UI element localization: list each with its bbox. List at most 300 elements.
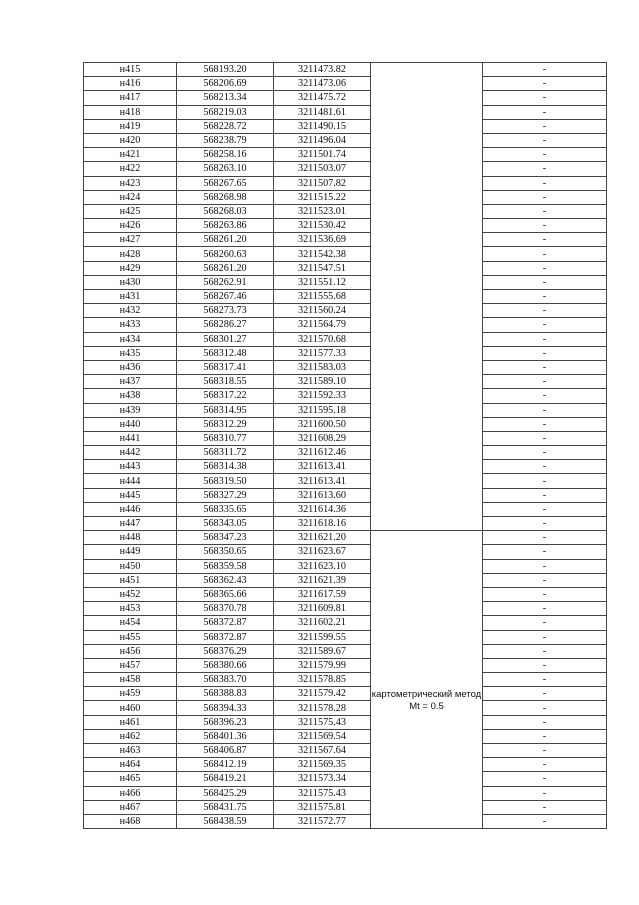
method-cell xyxy=(371,559,483,573)
coordinate-x: 568317.41 xyxy=(177,360,274,374)
table-row xyxy=(84,729,607,743)
table-row xyxy=(84,602,607,616)
table-row xyxy=(84,573,607,587)
coordinate-y: 3211578.28 xyxy=(274,701,371,715)
coordinate-x: 568314.95 xyxy=(177,403,274,417)
method-label: картометрический метод Mt = 0.5 xyxy=(371,688,482,712)
method-cell xyxy=(371,275,483,289)
table-row xyxy=(84,616,607,630)
method-cell xyxy=(371,63,483,77)
point-name: н447 xyxy=(84,517,177,531)
method-cell xyxy=(371,488,483,502)
table-row xyxy=(84,644,607,658)
method-cell xyxy=(371,573,483,587)
table-row xyxy=(84,176,607,190)
coordinate-y: 3211609.81 xyxy=(274,602,371,616)
point-name: н439 xyxy=(84,403,177,417)
table-row xyxy=(84,119,607,133)
method-cell xyxy=(371,360,483,374)
method-cell xyxy=(371,758,483,772)
method-cell xyxy=(371,602,483,616)
coordinate-y: 3211621.39 xyxy=(274,573,371,587)
point-name: н457 xyxy=(84,658,177,672)
coordinates-table-body xyxy=(84,63,607,829)
point-name: н452 xyxy=(84,587,177,601)
coordinate-x: 568372.87 xyxy=(177,630,274,644)
method-cell xyxy=(371,290,483,304)
coordinate-x: 568359.58 xyxy=(177,559,274,573)
coordinate-x: 568311.72 xyxy=(177,446,274,460)
point-name: н465 xyxy=(84,772,177,786)
method-cell xyxy=(371,190,483,204)
dash-cell: - xyxy=(483,474,607,488)
point-name: н431 xyxy=(84,290,177,304)
point-name: н464 xyxy=(84,758,177,772)
table-row xyxy=(84,290,607,304)
table-row xyxy=(84,715,607,729)
coordinate-y: 3211623.10 xyxy=(274,559,371,573)
method-cell xyxy=(371,502,483,516)
coordinate-y: 3211579.42 xyxy=(274,687,371,701)
coordinate-x: 568350.65 xyxy=(177,545,274,559)
coordinate-y: 3211608.29 xyxy=(274,431,371,445)
method-cell xyxy=(371,772,483,786)
coordinate-y: 3211623.67 xyxy=(274,545,371,559)
dash-cell: - xyxy=(483,673,607,687)
point-name: н444 xyxy=(84,474,177,488)
point-name: н443 xyxy=(84,460,177,474)
coordinate-x: 568301.27 xyxy=(177,332,274,346)
table-row xyxy=(84,318,607,332)
dash-cell: - xyxy=(483,602,607,616)
coordinate-x: 568317.22 xyxy=(177,389,274,403)
coordinate-y: 3211612.46 xyxy=(274,446,371,460)
coordinate-y: 3211507.82 xyxy=(274,176,371,190)
dash-cell: - xyxy=(483,247,607,261)
method-cell xyxy=(371,318,483,332)
point-name: н448 xyxy=(84,531,177,545)
method-cell xyxy=(371,531,483,545)
table-row xyxy=(84,814,607,828)
coordinate-y: 3211515.22 xyxy=(274,190,371,204)
dash-cell: - xyxy=(483,219,607,233)
table-row xyxy=(84,375,607,389)
point-name: н428 xyxy=(84,247,177,261)
coordinate-y: 3211583.03 xyxy=(274,360,371,374)
dash-cell: - xyxy=(483,758,607,772)
point-name: н467 xyxy=(84,800,177,814)
table-row xyxy=(84,275,607,289)
coordinate-x: 568388.83 xyxy=(177,687,274,701)
coordinate-x: 568406.87 xyxy=(177,744,274,758)
dash-cell: - xyxy=(483,630,607,644)
coordinate-x: 568238.79 xyxy=(177,133,274,147)
coordinates-sheet xyxy=(83,62,603,829)
point-name: н461 xyxy=(84,715,177,729)
coordinate-y: 3211547.51 xyxy=(274,261,371,275)
coordinate-x: 568268.98 xyxy=(177,190,274,204)
coordinate-x: 568312.48 xyxy=(177,346,274,360)
table-row xyxy=(84,332,607,346)
coordinate-y: 3211614.36 xyxy=(274,502,371,516)
dash-cell: - xyxy=(483,772,607,786)
dash-cell: - xyxy=(483,360,607,374)
table-row xyxy=(84,446,607,460)
coordinate-x: 568365.66 xyxy=(177,587,274,601)
table-row xyxy=(84,105,607,119)
dash-cell: - xyxy=(483,644,607,658)
coordinate-x: 568213.34 xyxy=(177,91,274,105)
coordinate-y: 3211592.33 xyxy=(274,389,371,403)
table-row xyxy=(84,63,607,77)
point-name: н421 xyxy=(84,148,177,162)
method-cell xyxy=(371,644,483,658)
coordinate-x: 568347.23 xyxy=(177,531,274,545)
coordinate-x: 568319.50 xyxy=(177,474,274,488)
method-cell xyxy=(371,517,483,531)
point-name: н435 xyxy=(84,346,177,360)
coordinate-y: 3211589.10 xyxy=(274,375,371,389)
coordinate-x: 568193.20 xyxy=(177,63,274,77)
table-row xyxy=(84,474,607,488)
dash-cell: - xyxy=(483,687,607,701)
table-row xyxy=(84,162,607,176)
coordinate-y: 3211564.79 xyxy=(274,318,371,332)
coordinate-y: 3211618.16 xyxy=(274,517,371,531)
dash-cell: - xyxy=(483,389,607,403)
dash-cell: - xyxy=(483,63,607,77)
coordinate-y: 3211473.82 xyxy=(274,63,371,77)
point-name: н445 xyxy=(84,488,177,502)
coordinate-x: 568261.20 xyxy=(177,233,274,247)
method-cell xyxy=(371,204,483,218)
dash-cell: - xyxy=(483,176,607,190)
dash-cell: - xyxy=(483,91,607,105)
coordinate-x: 568260.63 xyxy=(177,247,274,261)
point-name: н438 xyxy=(84,389,177,403)
coordinate-y: 3211481.61 xyxy=(274,105,371,119)
dash-cell: - xyxy=(483,133,607,147)
dash-cell: - xyxy=(483,204,607,218)
method-cell xyxy=(371,148,483,162)
point-name: н463 xyxy=(84,744,177,758)
point-name: н462 xyxy=(84,729,177,743)
point-name: н436 xyxy=(84,360,177,374)
point-name: н433 xyxy=(84,318,177,332)
method-cell xyxy=(371,460,483,474)
point-name: н430 xyxy=(84,275,177,289)
method-cell xyxy=(371,673,483,687)
dash-cell: - xyxy=(483,77,607,91)
point-name: н453 xyxy=(84,602,177,616)
table-row xyxy=(84,304,607,318)
coordinate-y: 3211490.15 xyxy=(274,119,371,133)
coordinate-x: 568394.33 xyxy=(177,701,274,715)
method-cell xyxy=(371,630,483,644)
coordinate-y: 3211613.41 xyxy=(274,460,371,474)
coordinate-y: 3211572.77 xyxy=(274,814,371,828)
dash-cell: - xyxy=(483,744,607,758)
coordinate-x: 568401.36 xyxy=(177,729,274,743)
dash-cell: - xyxy=(483,190,607,204)
table-row xyxy=(84,545,607,559)
method-cell xyxy=(371,431,483,445)
point-name: н423 xyxy=(84,176,177,190)
point-name: н440 xyxy=(84,417,177,431)
point-name: н420 xyxy=(84,133,177,147)
coordinate-y: 3211575.43 xyxy=(274,786,371,800)
method-cell xyxy=(371,389,483,403)
coordinate-x: 568268.03 xyxy=(177,204,274,218)
table-row xyxy=(84,148,607,162)
coordinate-x: 568258.16 xyxy=(177,148,274,162)
coordinate-y: 3211578.85 xyxy=(274,673,371,687)
coordinate-x: 568273.73 xyxy=(177,304,274,318)
point-name: н418 xyxy=(84,105,177,119)
table-row xyxy=(84,517,607,531)
dash-cell: - xyxy=(483,502,607,516)
dash-cell: - xyxy=(483,587,607,601)
point-name: н450 xyxy=(84,559,177,573)
dash-cell: - xyxy=(483,701,607,715)
dash-cell: - xyxy=(483,786,607,800)
table-row xyxy=(84,190,607,204)
coordinate-y: 3211599.55 xyxy=(274,630,371,644)
table-row xyxy=(84,531,607,545)
table-row xyxy=(84,630,607,644)
point-name: н422 xyxy=(84,162,177,176)
dash-cell: - xyxy=(483,729,607,743)
point-name: н426 xyxy=(84,219,177,233)
method-cell xyxy=(371,800,483,814)
point-name: н466 xyxy=(84,786,177,800)
table-row xyxy=(84,758,607,772)
method-cell xyxy=(371,786,483,800)
dash-cell: - xyxy=(483,332,607,346)
point-name: н437 xyxy=(84,375,177,389)
coordinate-y: 3211569.54 xyxy=(274,729,371,743)
coordinate-y: 3211567.64 xyxy=(274,744,371,758)
table-row xyxy=(84,219,607,233)
point-name: н425 xyxy=(84,204,177,218)
coordinate-x: 568267.46 xyxy=(177,290,274,304)
dash-cell: - xyxy=(483,460,607,474)
method-cell xyxy=(371,814,483,828)
point-name: н442 xyxy=(84,446,177,460)
table-row xyxy=(84,77,607,91)
coordinate-x: 568314.38 xyxy=(177,460,274,474)
table-row xyxy=(84,403,607,417)
dash-cell: - xyxy=(483,800,607,814)
dash-cell: - xyxy=(483,431,607,445)
point-name: н460 xyxy=(84,701,177,715)
coordinate-x: 568286.27 xyxy=(177,318,274,332)
dash-cell: - xyxy=(483,531,607,545)
dash-cell: - xyxy=(483,148,607,162)
coordinate-x: 568431.75 xyxy=(177,800,274,814)
method-cell xyxy=(371,133,483,147)
coordinate-x: 568412.19 xyxy=(177,758,274,772)
coordinate-x: 568206.69 xyxy=(177,77,274,91)
coordinate-y: 3211555.68 xyxy=(274,290,371,304)
dash-cell: - xyxy=(483,290,607,304)
method-cell xyxy=(371,105,483,119)
dash-cell: - xyxy=(483,261,607,275)
table-row xyxy=(84,360,607,374)
method-cell xyxy=(371,304,483,318)
point-name: н429 xyxy=(84,261,177,275)
coordinate-x: 568318.55 xyxy=(177,375,274,389)
method-cell xyxy=(371,417,483,431)
dash-cell: - xyxy=(483,162,607,176)
dash-cell: - xyxy=(483,119,607,133)
dash-cell: - xyxy=(483,275,607,289)
table-row xyxy=(84,744,607,758)
point-name: н458 xyxy=(84,673,177,687)
coordinate-x: 568327.29 xyxy=(177,488,274,502)
coordinate-x: 568383.70 xyxy=(177,673,274,687)
method-cell xyxy=(371,346,483,360)
point-name: н424 xyxy=(84,190,177,204)
method-cell xyxy=(371,616,483,630)
method-cell xyxy=(371,403,483,417)
coordinate-y: 3211589.67 xyxy=(274,644,371,658)
table-row xyxy=(84,687,607,701)
coordinate-y: 3211575.81 xyxy=(274,800,371,814)
method-cell xyxy=(371,219,483,233)
coordinate-y: 3211560.24 xyxy=(274,304,371,318)
method-cell xyxy=(371,332,483,346)
dash-cell: - xyxy=(483,304,607,318)
table-row xyxy=(84,91,607,105)
table-row xyxy=(84,800,607,814)
coordinate-x: 568380.66 xyxy=(177,658,274,672)
method-cell xyxy=(371,176,483,190)
point-name: н415 xyxy=(84,63,177,77)
method-cell xyxy=(371,729,483,743)
point-name: н427 xyxy=(84,233,177,247)
table-row xyxy=(84,559,607,573)
table-row xyxy=(84,786,607,800)
coordinate-x: 568362.43 xyxy=(177,573,274,587)
coordinate-y: 3211602.21 xyxy=(274,616,371,630)
coordinate-x: 568262.91 xyxy=(177,275,274,289)
coordinate-y: 3211621.20 xyxy=(274,531,371,545)
dash-cell: - xyxy=(483,375,607,389)
point-name: н416 xyxy=(84,77,177,91)
method-cell xyxy=(371,375,483,389)
method-cell xyxy=(371,247,483,261)
coordinate-x: 568343.05 xyxy=(177,517,274,531)
coordinate-x: 568438.59 xyxy=(177,814,274,828)
point-name: н456 xyxy=(84,644,177,658)
table-row xyxy=(84,502,607,516)
coordinate-y: 3211613.60 xyxy=(274,488,371,502)
dash-cell: - xyxy=(483,715,607,729)
table-row xyxy=(84,247,607,261)
coordinate-y: 3211569.35 xyxy=(274,758,371,772)
coordinate-y: 3211600.50 xyxy=(274,417,371,431)
method-cell xyxy=(371,77,483,91)
table-row xyxy=(84,204,607,218)
coordinate-x: 568219.03 xyxy=(177,105,274,119)
method-cell xyxy=(371,587,483,601)
table-row xyxy=(84,133,607,147)
coordinate-y: 3211536.69 xyxy=(274,233,371,247)
coordinate-y: 3211551.12 xyxy=(274,275,371,289)
table-row xyxy=(84,261,607,275)
coordinate-y: 3211579.99 xyxy=(274,658,371,672)
dash-cell: - xyxy=(483,233,607,247)
table-row xyxy=(84,431,607,445)
dash-cell: - xyxy=(483,318,607,332)
method-cell xyxy=(371,744,483,758)
coordinate-y: 3211530.42 xyxy=(274,219,371,233)
method-cell xyxy=(371,162,483,176)
dash-cell: - xyxy=(483,616,607,630)
coordinate-y: 3211570.68 xyxy=(274,332,371,346)
dash-cell: - xyxy=(483,658,607,672)
method-cell xyxy=(371,715,483,729)
coordinate-y: 3211501.74 xyxy=(274,148,371,162)
coordinate-x: 568425.29 xyxy=(177,786,274,800)
table-row xyxy=(84,488,607,502)
coordinate-y: 3211475.72 xyxy=(274,91,371,105)
point-name: н446 xyxy=(84,502,177,516)
method-cell xyxy=(371,119,483,133)
method-cell xyxy=(371,446,483,460)
coordinate-x: 568312.29 xyxy=(177,417,274,431)
coordinate-y: 3211595.18 xyxy=(274,403,371,417)
coordinate-x: 568263.86 xyxy=(177,219,274,233)
table-row xyxy=(84,233,607,247)
point-name: н434 xyxy=(84,332,177,346)
table-row xyxy=(84,460,607,474)
coordinate-y: 3211523.01 xyxy=(274,204,371,218)
table-row xyxy=(84,587,607,601)
coordinates-table xyxy=(83,62,607,829)
method-cell xyxy=(371,91,483,105)
coordinate-x: 568396.23 xyxy=(177,715,274,729)
table-row xyxy=(84,417,607,431)
table-row xyxy=(84,673,607,687)
dash-cell: - xyxy=(483,545,607,559)
point-name: н468 xyxy=(84,814,177,828)
table-row xyxy=(84,701,607,715)
coordinate-y: 3211573.34 xyxy=(274,772,371,786)
coordinate-x: 568263.10 xyxy=(177,162,274,176)
coordinate-x: 568310.77 xyxy=(177,431,274,445)
table-row xyxy=(84,346,607,360)
method-cell xyxy=(371,233,483,247)
method-cell xyxy=(371,545,483,559)
coordinate-y: 3211473.06 xyxy=(274,77,371,91)
coordinate-x: 568370.78 xyxy=(177,602,274,616)
dash-cell: - xyxy=(483,417,607,431)
point-name: н454 xyxy=(84,616,177,630)
dash-cell: - xyxy=(483,573,607,587)
coordinate-y: 3211575.43 xyxy=(274,715,371,729)
coordinate-y: 3211617.59 xyxy=(274,587,371,601)
point-name: н449 xyxy=(84,545,177,559)
coordinate-x: 568335.65 xyxy=(177,502,274,516)
method-cell xyxy=(371,687,483,715)
dash-cell: - xyxy=(483,814,607,828)
dash-cell: - xyxy=(483,346,607,360)
dash-cell: - xyxy=(483,403,607,417)
dash-cell: - xyxy=(483,446,607,460)
point-name: н459 xyxy=(84,687,177,701)
